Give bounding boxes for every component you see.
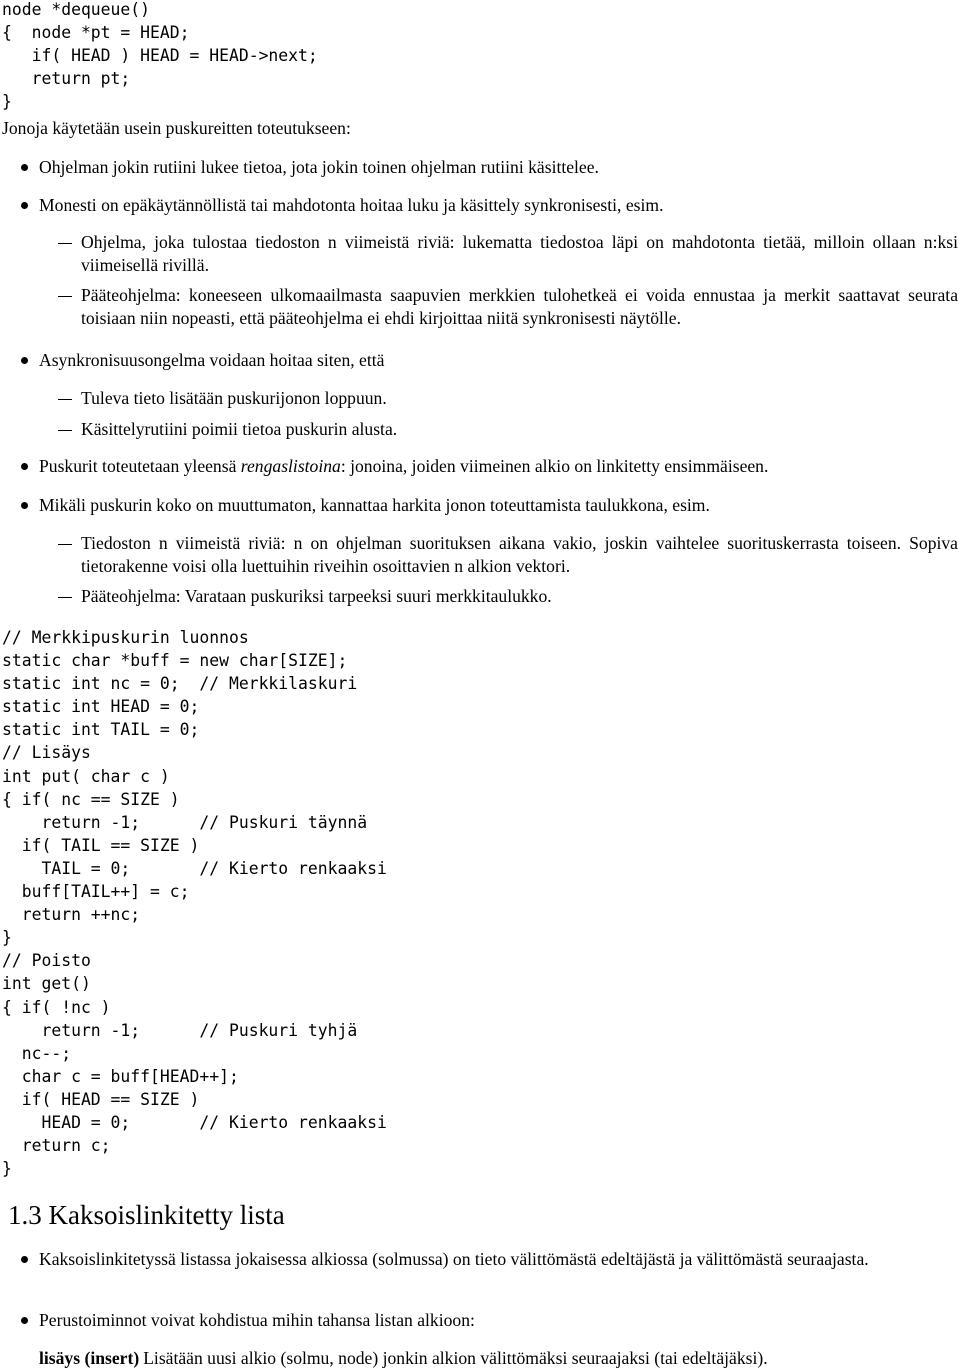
bullet-icon	[21, 202, 28, 209]
list-item: Ohjelman jokin rutiini lukee tietoa, jota jokin toinen ohjelman rutiini käsittelee.	[39, 157, 599, 177]
sub-list-item: Pääteohjelma: Varataan puskuriksi tarpeeksi suuri merkkitaulukko.	[81, 586, 552, 606]
list-item: Perustoiminnot voivat kohdistua mihin tahansa listan alkioon:	[39, 1310, 475, 1330]
dash-icon	[58, 296, 72, 297]
section-heading	[8, 1199, 285, 1231]
list-item: Monesti on epäkäytännöllistä tai mahdotonta hoitaa luku ja käsittely synkronisesti, esim.	[39, 195, 664, 215]
list-item	[39, 455, 958, 478]
sub-list-item: Käsittelyrutiini poimii tietoa puskurin alusta.	[81, 419, 398, 439]
code-buffer: // Merkkipuskurin luonnos static char *buff = new char[SIZE]; static int nc = 0; // Merkkilaskuri static int HEAD = 0; static int TAIL = 0; // Lisäys int put( char c ) { if( nc == SIZE ) return -1; // Puskuri täynnä if( TAIL == SIZE ) TAIL = 0; // Kierto renkaaksi buff[TAIL++] = c; return ++nc; } // Poisto int get() { if( !nc ) return -1; // Puskuri tyhjä nc--; char c = buff[HEAD++]; if( HEAD == SIZE ) HEAD = 0; // Kierto renkaaksi return c; }	[2, 628, 387, 1179]
dash-icon	[58, 597, 72, 598]
dash-icon	[58, 544, 72, 545]
sub-list-item: Pääteohjelma: koneeseen ulkomaailmasta saapuvien merkkien tulohetkeä ei voida ennustaa ja merkit saattavat seurata toisiaan niin nopeasti, että pääteohjelma ei ehdi kirjoittaa niitä synkronisesti näytölle.	[81, 285, 958, 328]
section-title: Kaksoislinkitetty lista	[48, 1200, 285, 1230]
definition-text: Lisätään uusi alkio (solmu, node) jonkin alkion välittömäksi seuraajaksi (tai edeltäjäksi).	[143, 1348, 768, 1368]
bullet-icon	[21, 1256, 28, 1263]
list-item-text: : jonoina, joiden viimeinen alkio on linkitetty ensimmäiseen.	[340, 456, 769, 476]
bullet-icon	[21, 502, 28, 509]
bullet-icon	[21, 357, 28, 364]
bullet-icon	[21, 463, 28, 470]
list-item: Mikäli puskurin koko on muuttumaton, kannattaa harkita jonon toteuttamista taulukkona, esim.	[39, 495, 710, 515]
definition-term: lisäys (insert)	[39, 1348, 140, 1368]
sub-list-item: Ohjelma, joka tulostaa tiedoston n viimeistä riviä: lukematta tiedostoa läpi on mahdotonta tietää, milloin ollaan n:ksi viimeisellä rivillä.	[81, 232, 958, 275]
list-item: Kaksoislinkitetyssä listassa jokaisessa alkiossa (solmussa) on tieto välittömästä edeltäjästä ja välittömästä seuraajasta.	[39, 1249, 869, 1269]
section-number: 1.3	[8, 1200, 42, 1230]
dash-icon	[58, 243, 72, 244]
list-item-text: Puskurit toteutetaan yleensä	[39, 456, 241, 476]
bullet-icon	[21, 164, 28, 171]
dash-icon	[58, 399, 72, 400]
emphasis-term: rengaslistoina	[240, 456, 341, 476]
dash-icon	[58, 430, 72, 431]
list-item: Asynkronisuusongelma voidaan hoitaa siten, että	[39, 350, 385, 370]
definition-item	[39, 1347, 958, 1370]
bullet-icon	[21, 1317, 28, 1324]
code-dequeue: node *dequeue() { node *pt = HEAD; if( HEAD ) HEAD = HEAD->next; return pt; }	[2, 0, 318, 112]
sub-list-item: Tiedoston n viimeistä riviä: n on ohjelman suorituksen aikana vakio, joskin vaihtelee suorituskerrasta toiseen. Sopiva tietorakenne voisi olla luettuihin riveihin osoittavien n alkion vektori.	[81, 533, 958, 576]
sub-list-item: Tuleva tieto lisätään puskurijonon loppuun.	[81, 388, 387, 408]
intro-paragraph: Jonoja käytetään usein puskureitten toteutukseen:	[2, 118, 351, 138]
